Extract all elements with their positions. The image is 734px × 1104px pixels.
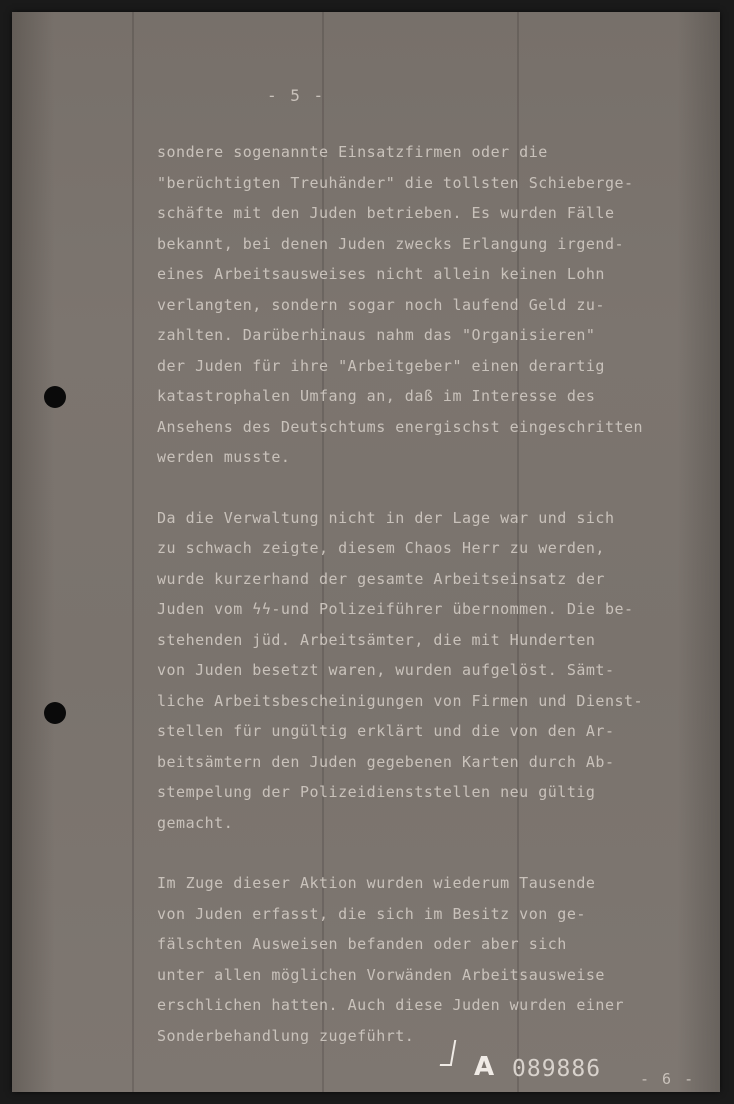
text-line: von Juden erfasst, die sich im Besitz von ge- (157, 904, 586, 923)
text-line: gemacht. (157, 813, 234, 832)
text-line: Im Zuge dieser Aktion wurden wiederum Tausende (157, 874, 596, 892)
text-line: katastrophalen Umfang an, daß im Interesse des (157, 387, 596, 405)
paragraph-1 (157, 137, 677, 473)
document-body (157, 137, 677, 1051)
page-number: - 5 - (267, 86, 326, 105)
text-line: werden musste. (157, 448, 291, 466)
text-line: stellen für ungültig erklärt und die von den Ar- (157, 722, 615, 740)
paragraph-3 (157, 868, 677, 1051)
text-line: von Juden besetzt waren, wurden aufgelöst. Sämt- (157, 661, 615, 679)
text-line: schäfte mit den Juden betrieben. Es wurden Fälle (157, 204, 615, 222)
punch-hole (44, 386, 66, 408)
text-line: unter allen möglichen Vorwänden Arbeitsausweise (157, 965, 605, 984)
text-line: Da die Verwaltung nicht in der Lage war und sich (157, 508, 615, 527)
document-page (12, 12, 720, 1092)
text-line: der Juden für ihre "Arbeitgeber" einen derartig (157, 356, 605, 375)
text-line: erschlichen hatten. Auch diese Juden wurden einer (157, 996, 625, 1014)
text-line: bekannt, bei denen Juden zwecks Erlangung irgend- (157, 234, 625, 253)
text-line: "berüchtigten Treuhänder" die tollsten Schieberge- (157, 173, 634, 192)
text-line: Sonderbehandlung zugeführt. (157, 1026, 415, 1045)
archive-stamp-letter: A (474, 1052, 495, 1082)
text-line: zu schwach zeigte, diesem Chaos Herr zu werden, (157, 539, 605, 557)
text-line: stehenden jüd. Arbeitsämter, die mit Hunderten (157, 630, 596, 649)
text-line: zahlten. Darüberhinaus nahm das "Organisieren" (157, 326, 596, 344)
paragraph-2 (157, 503, 677, 839)
text-line: wurde kurzerhand der gesamte Arbeitseinsatz der (157, 569, 605, 588)
paper-streak (132, 12, 134, 1092)
archive-stamp-number: 089886 (512, 1056, 602, 1082)
text-line: beitsämtern den Juden gegebenen Karten durch Ab- (157, 752, 615, 771)
punch-hole (44, 702, 66, 724)
text-line: sondere sogenannte Einsatzfirmen oder die (157, 143, 548, 161)
next-page-marker: - 6 - (640, 1070, 696, 1088)
text-line: Juden vom ϟϟ-und Polizeiführer übernommen. Die be- (157, 600, 634, 618)
text-line: eines Arbeitsausweises nicht allein keinen Lohn (157, 265, 605, 283)
text-line: stempelung der Polizeidienststellen neu gültig (157, 783, 596, 801)
text-line: liche Arbeitsbescheinigungen von Firmen und Dienst- (157, 691, 644, 710)
text-line: verlangten, sondern sogar noch laufend Geld zu- (157, 295, 605, 314)
text-line: Ansehens des Deutschtums energischst eingeschritten (157, 417, 644, 436)
text-line: fälschten Ausweisen befanden oder aber sich (157, 935, 567, 953)
